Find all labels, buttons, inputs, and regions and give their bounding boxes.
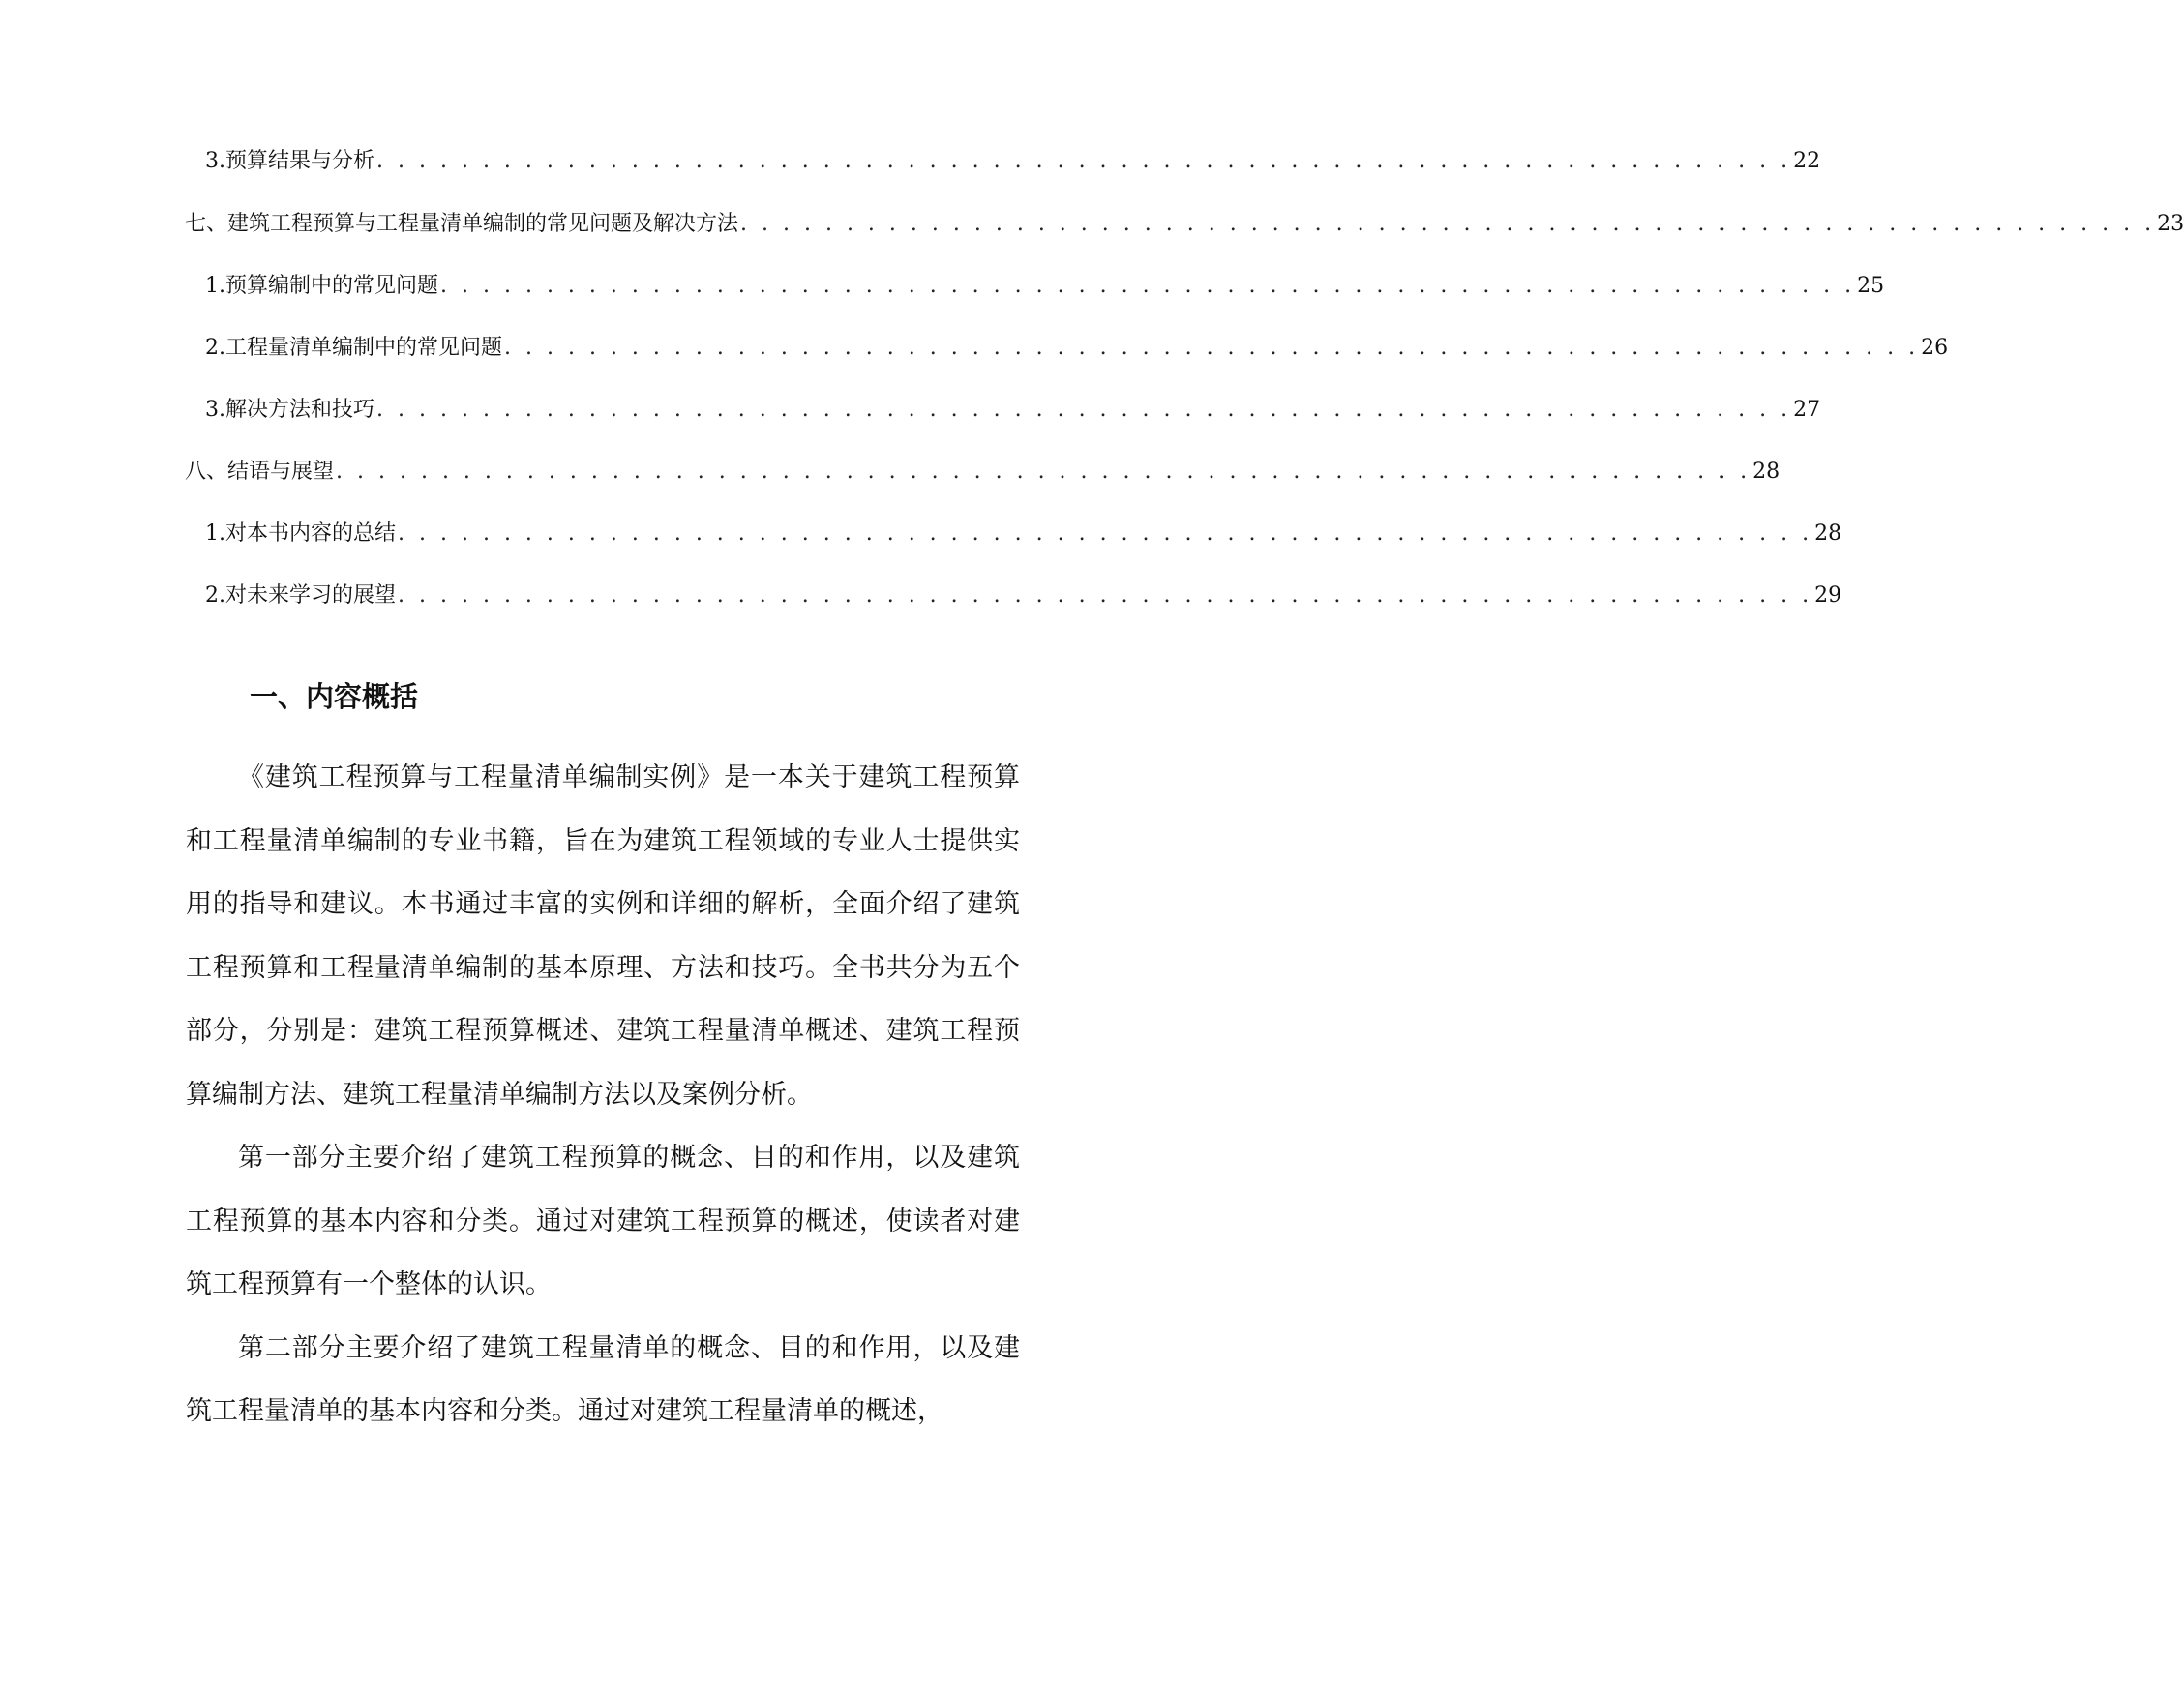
toc-entry[interactable]	[205, 145, 1821, 178]
toc-entry-number: 1.	[205, 274, 225, 298]
toc-leader-dots: . . . . . . . . . . . . . . . . . . . . . . . . . . . . . . . . . . . . . . . . . . . . . . . . . . . . . . . . . . . . . . . . . . .	[398, 521, 1813, 546]
paragraph: 《建筑工程预算与工程量清单编制实例》是一本关于建筑工程预算和工程量清单编制的专业书籍，旨在为建筑工程领域的专业人士提供实用的指导和建议。本书通过丰富的实例和详细的解析，全面介绍了建筑工程预算和工程量清单编制的基本原理、方法和技巧。全书共分为五个部分，分别是：建筑工程预算概述、建筑工程量清单概述、建筑工程预算编制方法、建筑工程量清单编制方法以及案例分析。	[186, 762, 1020, 1110]
section-heading: 一、内容概括	[250, 680, 419, 713]
toc-entry-page: 28	[1814, 521, 1842, 546]
toc-entry-page: 23	[2157, 212, 2184, 236]
toc-entry[interactable]	[205, 394, 1821, 427]
paragraph: 第二部分主要介绍了建筑工程量清单的概念、目的和作用，以及建筑工程量清单的基本内容和分类。通过对建筑工程量清单的概述，	[186, 1332, 1020, 1426]
toc-entry-title: 对本书内容的总结	[225, 521, 397, 546]
toc-entry-title: 七、建筑工程预算与工程量清单编制的常见问题及解决方法	[185, 212, 739, 236]
toc-entry-title: 对未来学习的展望	[225, 583, 397, 608]
toc-leader-dots: . . . . . . . . . . . . . . . . . . . . . . . . . . . . . . . . . . . . . . . . . . . . . . . . . . . . . . . . . . . . . . . . . . .	[376, 149, 1792, 173]
toc-entry[interactable]	[205, 518, 1842, 551]
toc-entry-number: 2.	[205, 583, 225, 608]
toc-entry-title: 预算结果与分析	[225, 149, 375, 173]
toc-entry-page: 26	[1921, 336, 1949, 360]
toc-entry-page: 29	[1814, 583, 1842, 608]
toc-leader-dots: . . . . . . . . . . . . . . . . . . . . . . . . . . . . . . . . . . . . . . . . . . . . . . . . . . . . . . . . . . . . . . . . . . .	[376, 398, 1792, 422]
toc-entry-number: 2.	[205, 336, 225, 360]
toc-entry[interactable]	[185, 456, 1780, 489]
toc-entry[interactable]	[185, 208, 2184, 241]
body-text	[186, 746, 1020, 1444]
toc-entry[interactable]	[205, 332, 1949, 365]
toc-leader-dots: . . . . . . . . . . . . . . . . . . . . . . . . . . . . . . . . . . . . . . . . . . . . . . . . . . . . . . . . . . . . . . . . . . .	[740, 212, 2156, 236]
toc-entry-page: 28	[1752, 460, 1780, 484]
toc-entry-title: 解决方法和技巧	[225, 398, 375, 422]
toc-leader-dots: . . . . . . . . . . . . . . . . . . . . . . . . . . . . . . . . . . . . . . . . . . . . . . . . . . . . . . . . . . . . . . . . . . .	[504, 336, 1920, 360]
toc-entry-number: 3.	[205, 398, 225, 422]
toc-entry-page: 27	[1793, 398, 1821, 422]
toc-leader-dots: . . . . . . . . . . . . . . . . . . . . . . . . . . . . . . . . . . . . . . . . . . . . . . . . . . . . . . . . . . . . . . . . . . .	[440, 274, 1856, 298]
toc-entry-number: 3.	[205, 149, 225, 173]
toc-entry-number: 1.	[205, 521, 225, 546]
toc-entry-title: 预算编制中的常见问题	[225, 274, 439, 298]
paragraph: 第一部分主要介绍了建筑工程预算的概念、目的和作用，以及建筑工程预算的基本内容和分类。通过对建筑工程预算的概述，使读者对建筑工程预算有一个整体的认识。	[186, 1143, 1020, 1299]
toc-entry[interactable]	[205, 580, 1842, 612]
toc-entry-page: 25	[1857, 274, 1885, 298]
toc-leader-dots: . . . . . . . . . . . . . . . . . . . . . . . . . . . . . . . . . . . . . . . . . . . . . . . . . . . . . . . . . . . . . . . . . . .	[336, 460, 1751, 484]
toc-entry[interactable]	[205, 270, 1885, 303]
toc-entry-title: 工程量清单编制中的常见问题	[225, 336, 503, 360]
toc-entry-page: 22	[1793, 149, 1821, 173]
toc-entry-title: 八、结语与展望	[185, 460, 335, 484]
toc-leader-dots: . . . . . . . . . . . . . . . . . . . . . . . . . . . . . . . . . . . . . . . . . . . . . . . . . . . . . . . . . . . . . . . . . . .	[398, 583, 1813, 608]
